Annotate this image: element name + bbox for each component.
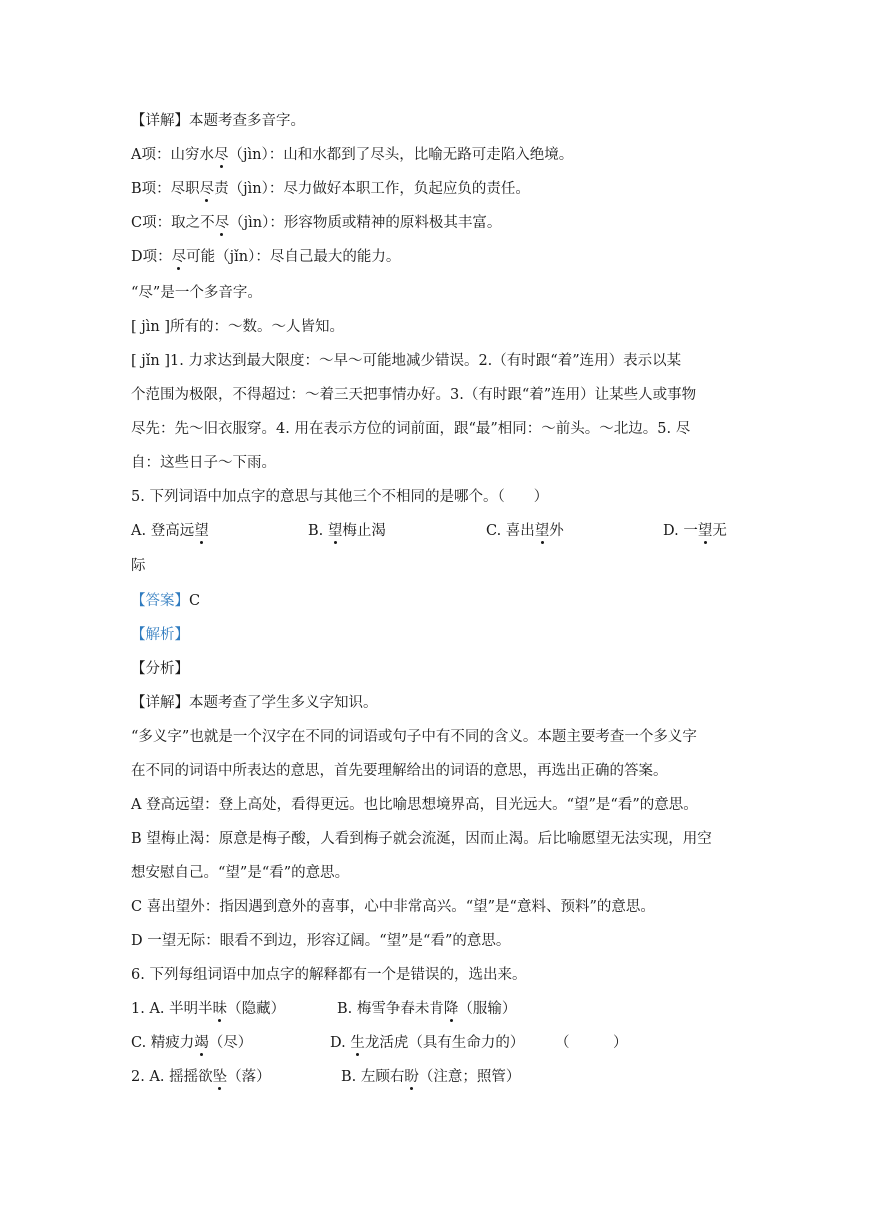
option-a: A. 登高远望 <box>131 523 209 539</box>
emphasis-dot-char: 尽 <box>213 147 229 163</box>
emphasis-dot-char: 望 <box>194 523 209 539</box>
detail-heading-1: 【详解】本题考查多音字。 <box>131 113 305 129</box>
explanation-line: 在不同的词语中所表达的意思，首先要理解给出的词语的意思，再选出正确的答案。 <box>131 763 668 779</box>
option-c: C. 喜出望外 <box>486 523 564 539</box>
analysis-label: 【解析】 <box>131 627 189 643</box>
jin3-definition-line: 尽先：先～旧衣服穿。4. 用在表示方位的词前面，跟“最”相同：～前头。～北边。5. 尽 <box>131 421 691 437</box>
emphasis-dot-char: 尽 <box>214 215 230 231</box>
option-d-wrap: 际 <box>131 558 146 574</box>
explanation-line: A 登高远望：登上高处，看得更远。也比喻思想境界高，目光远大。“望”是“看”的意思。 <box>131 797 698 813</box>
polyphone-note: “尽”是一个多音字。 <box>131 285 262 301</box>
detail-item-c: C项：取之不尽（jìn）：形容物质或精神的原料极其丰富。 <box>131 215 502 231</box>
answer-line <box>131 591 771 611</box>
fenxi-label: 【分析】 <box>131 661 189 677</box>
jin4-definition: [ jìn ]所有的：～数。～人皆知。 <box>131 319 345 335</box>
question-6-stem: 6. 下列每组词语中加点字的解释都有一个是错误的，选出来。 <box>131 967 527 983</box>
emphasis-dot-char: 望 <box>697 523 713 539</box>
explanation-line: “多义字”也就是一个汉字在不同的词语或句子中有不同的含义。本题主要考查一个多义字 <box>131 729 697 745</box>
explanation-line: C 喜出望外：指因遇到意外的喜事，心中非常高兴。“望”是“意料、预料”的意思。 <box>131 899 655 915</box>
emphasis-dot-char: 生 <box>350 1035 365 1051</box>
answer-blank: （ ） <box>555 1035 628 1051</box>
detail-heading-2: 【详解】本题考查了学生多义字知识。 <box>131 695 378 711</box>
emphasis-dot-char: 坠 <box>212 1069 228 1085</box>
emphasis-dot-char: 降 <box>443 1001 459 1017</box>
jin3-definition-line: 个范围为极限，不得超过：～着三天把事情办好。3.（有时跟“着”连用）让某些人或事物 <box>131 387 697 403</box>
emphasis-dot-char: 望 <box>327 523 343 539</box>
detail-item-d: D项：尽可能（jǐn）：尽自己最大的能力。 <box>131 249 401 265</box>
emphasis-dot-char: 昧 <box>212 1001 228 1017</box>
explanation-line: D 一望无际：眼看不到边，形容辽阔。“望”是“看”的意思。 <box>131 933 511 949</box>
emphasis-dot-char: 尽 <box>199 181 215 197</box>
answer-label: 【答案】 <box>131 593 189 609</box>
document-page: 【详解】本题考查多音字。 A项：山穷水尽（jìn）：山和水都到了尽头，比喻无路可走陷入绝境。 B项：尽职尽责（jìn）：尽力做好本职工作，负起应负的责任。 C项：取之不尽（jìn）：形容物质或精神的原料极其丰富。 D项：尽可能（jǐn）：尽自己最大的能力。 “尽”是一个多音字。 [ jìn ]所有的：～数。～人皆知。 [ jǐn ]1. 力求达到最大限度：～早～可能地减少错误。2.（有时跟“着”连用）表示以某 个范围为极限，不得超过：～着三天把事情办好。3.（有时跟“着”连用）让某些人或事物 尽先：先～旧衣服穿。4. 用在表示方位的词前面，跟“最”相同：～前头。～北边。5. 尽 自：这些日子～下雨。 5. 下列词语中加点字的意思与其他三个不相同的是哪个。（ ） A. 登高远望 B. 望梅止渴 C. 喜出望外 D. 一望无 际 【答案】C 【解析】 【分析】 【详解】本题考查了学生多义字知识。 “多义字”也就是一个汉字在不同的词语或句子中有不同的含义。本题主要考查一个多义字 在不同的词语中所表达的意思，首先要理解给出的词语的意思，再选出正确的答案。 A 登高远望：登上高处，看得更远。也比喻思想境界高，目光远大。“望”是“看”的意思。 B 望梅止渴：原意是梅子酸，人看到梅子就会流涎，因而止渴。后比喻愿望无法实现，用空 想安慰自己。“望”是“看”的意思。 C 喜出望外：指因遇到意外的喜事，心中非常高兴。“望”是“意料、预料”的意思。 D 一望无际：眼看不到边，形容辽阔。“望”是“看”的意思。 6. 下列每组词语中加点字的解释都有一个是错误的，选出来。 1. A. 半明半昧（隐藏） B. 梅雪争春未肯降（服输） C. 精疲力竭（尽） D. 生龙活虎（具有生命力的） （ ） 2. A. 摇摇欲坠（落） B. 左顾右盼（注意；照管） <box>0 0 869 1228</box>
explanation-line: B 望梅止渴：原意是梅子酸，人看到梅子就会流涎，因而止渴。后比喻愿望无法实现，用空 <box>131 831 712 847</box>
detail-item-b: B项：尽职尽责（jìn）：尽力做好本职工作，负起应负的责任。 <box>131 181 530 197</box>
detail-item-a: A项：山穷水尽（jìn）：山和水都到了尽头，比喻无路可走陷入绝境。 <box>131 147 574 163</box>
jin3-definition-line: 自：这些日子～下雨。 <box>131 455 276 471</box>
question-5-stem: 5. 下列词语中加点字的意思与其他三个不相同的是哪个。（ ） <box>131 489 549 505</box>
emphasis-dot-char: 盼 <box>404 1069 419 1085</box>
answer-value: C <box>189 593 201 609</box>
option-d: D. 一望无 <box>663 523 727 539</box>
option-b: B. 望梅止渴 <box>308 523 386 539</box>
emphasis-dot-char: 望 <box>534 523 550 539</box>
explanation-line: 想安慰自己。“望”是“看”的意思。 <box>131 865 350 881</box>
emphasis-dot-char: 竭 <box>194 1035 209 1051</box>
jin3-definition-line: [ jǐn ]1. 力求达到最大限度：～早～可能地减少错误。2.（有时跟“着”连用）表示以某 <box>131 353 682 369</box>
emphasis-dot-char: 尽 <box>171 249 187 265</box>
